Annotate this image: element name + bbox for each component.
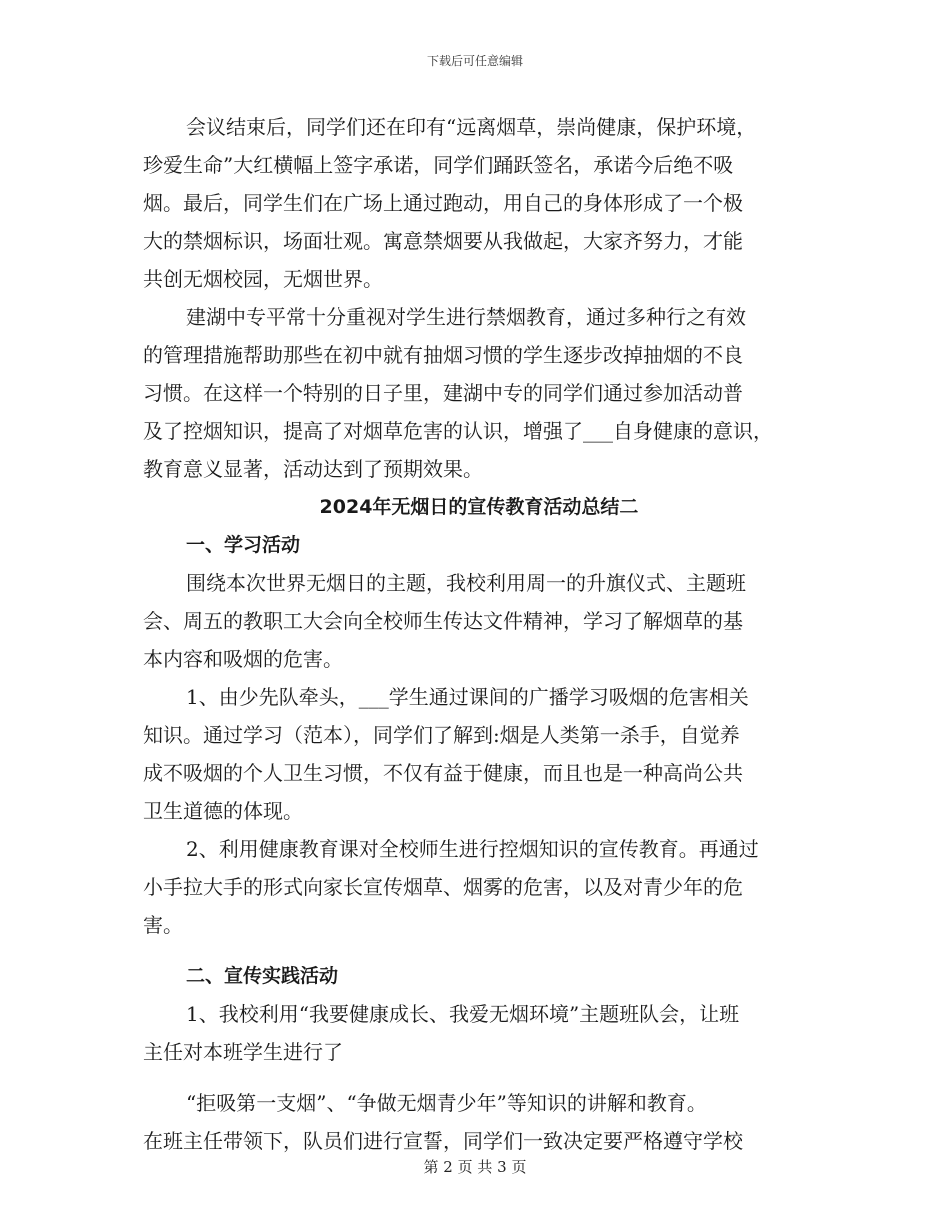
- paragraph-line: 珍爱生命”大红横幅上签字承诺，同学们踊跃签名，承诺今后绝不吸: [143, 153, 734, 177]
- subheading-practice: 二、宣传实践活动: [186, 965, 339, 987]
- paragraph-line: 主任对本班学生进行了: [143, 1040, 343, 1064]
- paragraph-line: 大的禁烟标识，场面壮观。寓意禁烟要从我做起，大家齐努力，才能: [143, 229, 743, 253]
- paragraph-line: 的管理措施帮助那些在初中就有抽烟习惯的学生逐步改掉抽烟的不良: [143, 343, 743, 367]
- spacer: [143, 1071, 815, 1084]
- paragraph-line: 围绕本次世界无烟日的主题，我校利用周一的升旗仪式、主题班: [186, 571, 746, 595]
- paragraph-line: 小手拉大手的形式向家长宣传烟草、烟雾的危害，以及对青少年的危: [143, 875, 743, 899]
- paragraph-line: 会议结束后，同学们还在印有“远离烟草，崇尚健康，保护环境，: [186, 115, 757, 139]
- paragraph-line: 烟。最后，同学生们在广场上通过跑动，用自己的身体形成了一个极: [143, 191, 743, 215]
- paragraph-line: 知识。通过学习（范本），同学们了解到:烟是人类第一杀手，自觉养: [143, 723, 740, 747]
- paragraph-line: 习惯。在这样一个特别的日子里，建湖中专的同学们通过参加活动普: [143, 381, 743, 405]
- subheading-study: 一、学习活动: [186, 534, 301, 556]
- paragraph-line: 2、利用健康教育课对全校师生进行控烟知识的宣传教育。再通过: [186, 837, 759, 861]
- document-body: [143, 108, 815, 1160]
- page-header: 下载后可任意编辑: [426, 54, 523, 68]
- paragraph-line: 教育意义显著，活动达到了预期效果。: [143, 457, 483, 481]
- paragraph-line: 会、周五的教职工大会向全校师生传达文件精神，学习了解烟草的基: [143, 609, 743, 633]
- paragraph-line: 成不吸烟的个人卫生习惯，不仅有益于健康，而且也是一种高尚公共: [143, 761, 743, 785]
- paragraph-line: 建湖中专平常十分重视对学生进行禁烟教育，通过多种行之有效: [186, 305, 746, 329]
- section-title: 2024年无烟日的宣传教育活动总结二: [319, 496, 639, 518]
- spacer: [143, 944, 815, 957]
- paragraph-line: 1、由少先队牵头，___学生通过课间的广播学习吸烟的危害相关: [186, 685, 749, 709]
- page-footer: 第 2 页 共 3 页: [423, 1158, 527, 1176]
- paragraph-line: 1、我校利用“我要健康成长、我爱无烟环境”主题班队会，让班: [186, 1002, 740, 1026]
- paragraph-line: “拒吸第一支烟”、“争做无烟青少年”等知识的讲解和教育。: [186, 1091, 707, 1115]
- paragraph-line: 本内容和吸烟的危害。: [143, 647, 343, 671]
- paragraph-line: 害。: [143, 913, 183, 937]
- paragraph-line: 卫生道德的体现。: [143, 799, 303, 823]
- paragraph-line: 在班主任带领下，队员们进行宣誓，同学们一致决定要严格遵守学校: [143, 1129, 743, 1153]
- paragraph-line: 及了控烟知识，提高了对烟草危害的认识，增强了___自身健康的意识，: [143, 419, 773, 443]
- paragraph-line: 共创无烟校园，无烟世界。: [143, 267, 383, 291]
